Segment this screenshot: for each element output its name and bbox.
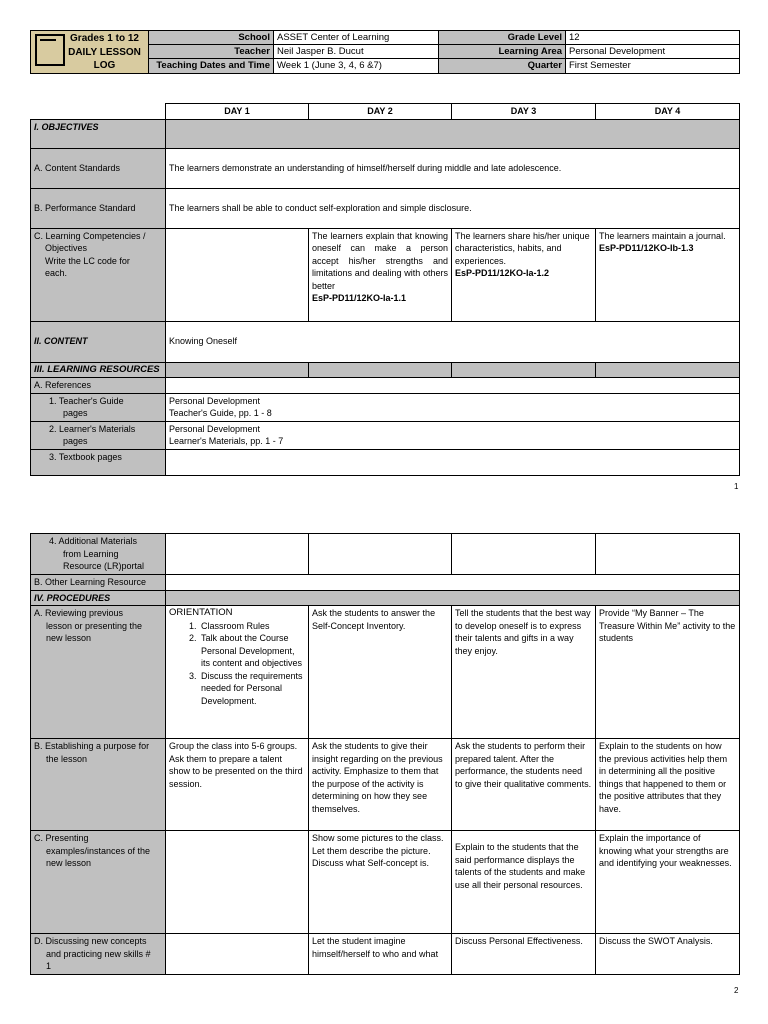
day4-reviewing: Provide “My Banner – The Treasure Within Me” activity to the students: [596, 606, 740, 739]
learners-materials-label: 2. Learner's Materials pages: [31, 421, 166, 449]
dates-value: Week 1 (June 3, 4, 6 &7): [274, 59, 439, 73]
day2-presenting: Show some pictures to the class. Let them describe the picture. Discuss what Self-concept is.: [309, 831, 452, 934]
school-value: ASSET Center of Learning: [274, 31, 439, 45]
page2-table-block: [30, 533, 740, 975]
day4-presenting: Explain the importance of knowing what your strengths are and identifying your weaknesses.: [596, 831, 740, 934]
learners-materials-text: Personal Development Learner's Materials, pp. 1 - 7: [166, 421, 740, 449]
purpose-label: B. Establishing a purpose for the lesson: [31, 739, 166, 831]
learning-area-label: Learning Area: [439, 45, 566, 59]
content-standards-label: A. Content Standards: [31, 148, 166, 188]
day4-lc-code: EsP-PD11/12KO-Ib-1.3: [599, 243, 694, 253]
day3-discussing: Discuss Personal Effectiveness.: [452, 934, 596, 975]
title-line-1: Grades 1 to 12: [70, 33, 139, 44]
day2-purpose: Ask the students to give their insight regarding on the previous activity. Emphasize to them that the purpose of the activity is determining on how they see themselves.: [309, 739, 452, 831]
day2-discussing: Let the student imagine himself/herself to who and what: [309, 934, 452, 975]
day2-lc-code: EsP-PD11/12KO-Ia-1.1: [312, 293, 407, 303]
school-label: School: [149, 31, 274, 45]
presenting-label: C. Presenting examples/instances of the new lesson: [31, 831, 166, 934]
learning-resources-heading: III. LEARNING RESOURCES: [31, 362, 166, 378]
day3-competency: The learners share his/her unique characteristics, habits, and experiences. EsP-PD11/12KO-Ia-1.2: [452, 228, 596, 321]
deped-logo-icon: [35, 34, 65, 66]
quarter-value: First Semester: [566, 59, 740, 73]
day3-lc-code: EsP-PD11/12KO-Ia-1.2: [455, 268, 550, 278]
content-standards-text: The learners demonstrate an understanding of himself/herself during middle and late adolescence.: [166, 148, 740, 188]
teachers-guide-text: Personal Development Teacher's Guide, pp. 1 - 8: [166, 393, 740, 421]
header-block: [30, 30, 740, 74]
teacher-label: Teacher: [149, 45, 274, 59]
page-number-1: 1: [734, 482, 739, 491]
day2-competency: The learners explain that knowing oneself can make a person accept his/her strengths and limitations and dealing with others better EsP-PD11/12KO-Ia-1.1: [309, 228, 452, 321]
day4-header: DAY 4: [596, 104, 740, 120]
textbook-pages-label: 3. Textbook pages: [31, 449, 166, 475]
teachers-guide-label: 1. Teacher's Guide pages: [31, 393, 166, 421]
header-table: [30, 30, 740, 74]
references-label: A. References: [31, 378, 166, 394]
other-resource-label: B. Other Learning Resource: [31, 575, 166, 591]
header-title-cell: [31, 31, 149, 74]
day1-reviewing: ORIENTATION 1. Classroom Rules 2. Talk about the Course Personal Development, its content and objectives 3. Discuss the requirements needed for Personal Development.: [166, 606, 309, 739]
page1-table-block: [30, 103, 740, 476]
grade-value: 12: [566, 31, 740, 45]
day3-header: DAY 3: [452, 104, 596, 120]
day1-competency: [166, 228, 309, 321]
additional-materials-label: 4. Additional Materials from Learning Resource (LR)portal: [31, 534, 166, 575]
day1-discussing: [166, 934, 309, 975]
day1-presenting: [166, 831, 309, 934]
reviewing-label: A. Reviewing previous lesson or presenting the new lesson: [31, 606, 166, 739]
day4-discussing: Discuss the SWOT Analysis.: [596, 934, 740, 975]
discussing-label: D. Discussing new concepts and practicing new skills # 1: [31, 934, 166, 975]
performance-standard-label: B. Performance Standard: [31, 188, 166, 228]
grade-label: Grade Level: [439, 31, 566, 45]
quarter-label: Quarter: [439, 59, 566, 73]
page2-table: [30, 533, 740, 975]
day4-purpose: Explain to the students on how the previous activities help them in determining all the positive things that happened to them or the positive attributes that they have.: [596, 739, 740, 831]
day3-reviewing: Tell the students that the best way to develop oneself is to express their talents and gifts in a way they enjoy.: [452, 606, 596, 739]
learning-area-value: Personal Development: [566, 45, 740, 59]
dates-label: Teaching Dates and Time: [149, 59, 274, 73]
day4-competency: The learners maintain a journal. EsP-PD11/12KO-Ib-1.3: [596, 228, 740, 321]
title-line-3: LOG: [93, 60, 116, 71]
day1-header: DAY 1: [166, 104, 309, 120]
teacher-value: Neil Jasper B. Ducut: [274, 45, 439, 59]
day2-header: DAY 2: [309, 104, 452, 120]
page1-table: [30, 103, 740, 476]
performance-standard-text: The learners shall be able to conduct self-exploration and simple disclosure.: [166, 188, 740, 228]
day3-presenting: Explain to the students that the said performance displays the talents of the students and make use all their personal resources.: [452, 831, 596, 934]
day1-purpose: Group the class into 5-6 groups. Ask them to prepare a talent show to be presented on the third session.: [166, 739, 309, 831]
day3-purpose: Ask the students to perform their prepared talent. After the performance, the students need to give their qualitative comments.: [452, 739, 596, 831]
title-line-2: DAILY LESSON: [68, 46, 141, 58]
procedures-heading: IV. PROCEDURES: [31, 590, 166, 606]
day2-reviewing: Ask the students to answer the Self-Concept Inventory.: [309, 606, 452, 739]
competencies-label: C. Learning Competencies / Objectives Write the LC code for each.: [31, 228, 166, 321]
content-text: Knowing Oneself: [166, 321, 740, 362]
objectives-heading: I. OBJECTIVES: [31, 119, 166, 148]
page-number-2: 2: [734, 986, 739, 995]
orientation-list: 1. Classroom Rules 2. Talk about the Course Personal Development, its content and objectives 3. Discuss the requirements needed for Personal Development.: [169, 620, 305, 708]
content-heading: II. CONTENT: [31, 321, 166, 362]
